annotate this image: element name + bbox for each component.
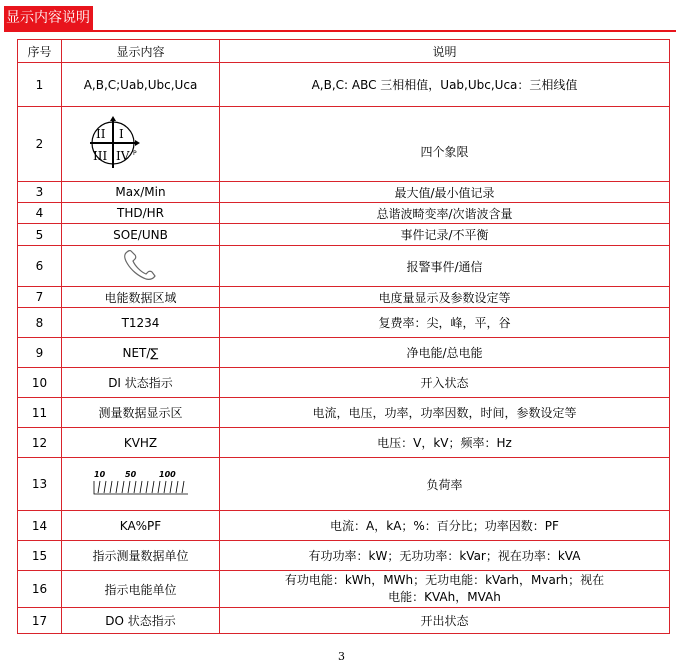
row-number: 12 <box>18 428 62 458</box>
table-row <box>18 182 670 203</box>
row-content: 电能数据区域 <box>62 287 220 308</box>
table-row <box>18 368 670 398</box>
row-description: 总谐波畸变率/次谐波含量 <box>220 203 670 224</box>
row-number: 13 <box>18 458 62 511</box>
row-description: 电流，电压，功率，功率因数，时间，参数设定等 <box>220 398 670 428</box>
row-description: 开入状态 <box>220 368 670 398</box>
column-header-no: 序号 <box>18 40 62 63</box>
row-description: A,B,C: ABC 三相相值，Uab,Ubc,Uca：三相线值 <box>220 63 670 107</box>
row-number: 16 <box>18 571 62 608</box>
table-row <box>18 571 670 608</box>
row-description: 复费率：尖，峰，平，谷 <box>220 308 670 338</box>
row-number: 11 <box>18 398 62 428</box>
table-row <box>18 428 670 458</box>
row-description: 开出状态 <box>220 608 670 634</box>
row-content: NET/∑ <box>62 338 220 368</box>
column-header-content: 显示内容 <box>62 40 220 63</box>
table-header-row <box>18 40 670 63</box>
row-number: 5 <box>18 224 62 246</box>
row-description: 有功功率：kW；无功功率：kVar；视在功率：kVA <box>220 541 670 571</box>
quadrant-4-label: IV <box>116 148 130 163</box>
table-row <box>18 203 670 224</box>
row-description: 事件记录/不平衡 <box>220 224 670 246</box>
row-content: Max/Min <box>62 182 220 203</box>
quadrant-2-label: II <box>96 126 106 141</box>
row-number: 8 <box>18 308 62 338</box>
heading-underline <box>4 30 676 32</box>
table-row <box>18 107 670 182</box>
page-number: 3 <box>338 650 345 663</box>
row-description: 电压：V，kV；频率：Hz <box>220 428 670 458</box>
table-row <box>18 511 670 541</box>
row-content: 测量数据显示区 <box>62 398 220 428</box>
scale-label-100: 100 <box>159 469 176 479</box>
row-description: 电流：A，kA；%：百分比；功率因数：PF <box>220 511 670 541</box>
table-row <box>18 608 670 634</box>
table-row <box>18 308 670 338</box>
row-content <box>62 246 220 287</box>
row-number: 14 <box>18 511 62 541</box>
table-row <box>18 398 670 428</box>
row-content: THD/HR <box>62 203 220 224</box>
section-heading: 显示内容说明 <box>4 6 93 30</box>
row-content: SOE/UNB <box>62 224 220 246</box>
scale-label-50: 50 <box>125 469 137 479</box>
telephone-handset-icon <box>121 248 161 282</box>
row-content <box>62 458 220 511</box>
quadrant-1-label: I <box>119 126 124 141</box>
table-row <box>18 338 670 368</box>
scale-label-10: 10 <box>94 469 106 479</box>
display-content-table <box>17 39 670 634</box>
four-quadrant-icon <box>88 115 142 171</box>
column-header-desc: 说明 <box>220 40 670 63</box>
row-content: DI 状态指示 <box>62 368 220 398</box>
row-description: 净电能/总电能 <box>220 338 670 368</box>
row-number: 6 <box>18 246 62 287</box>
table-row <box>18 287 670 308</box>
row-description: 四个象限 <box>220 107 670 182</box>
row-content: DO 状态指示 <box>62 608 220 634</box>
row-number: 3 <box>18 182 62 203</box>
row-number: 9 <box>18 338 62 368</box>
row-content: 指示测量数据单位 <box>62 541 220 571</box>
row-number: 15 <box>18 541 62 571</box>
row-content: T1234 <box>62 308 220 338</box>
row-description: 电度量显示及参数设定等 <box>220 287 670 308</box>
row-content <box>62 107 220 182</box>
table-row <box>18 224 670 246</box>
row-content: A,B,C;Uab,Ubc,Uca <box>62 63 220 107</box>
row-description: 有功电能：kWh，MWh；无功电能：kVarh，Mvarh；视在电能：KVAh，MVAh <box>220 571 670 608</box>
svg-text:P: P <box>133 149 137 157</box>
row-number: 17 <box>18 608 62 634</box>
row-number: 1 <box>18 63 62 107</box>
table-row <box>18 458 670 511</box>
row-description: 最大值/最小值记录 <box>220 182 670 203</box>
row-content: 指示电能单位 <box>62 571 220 608</box>
row-number: 10 <box>18 368 62 398</box>
table-row <box>18 541 670 571</box>
row-content: KA%PF <box>62 511 220 541</box>
row-number: 7 <box>18 287 62 308</box>
row-content: KVHZ <box>62 428 220 458</box>
row-number: 4 <box>18 203 62 224</box>
table-row <box>18 63 670 107</box>
row-description: 负荷率 <box>220 458 670 511</box>
quadrant-3-label: III <box>93 148 108 163</box>
table-row <box>18 246 670 287</box>
load-bar-graph-icon <box>92 468 192 498</box>
row-number: 2 <box>18 107 62 182</box>
row-description: 报警事件/通信 <box>220 246 670 287</box>
